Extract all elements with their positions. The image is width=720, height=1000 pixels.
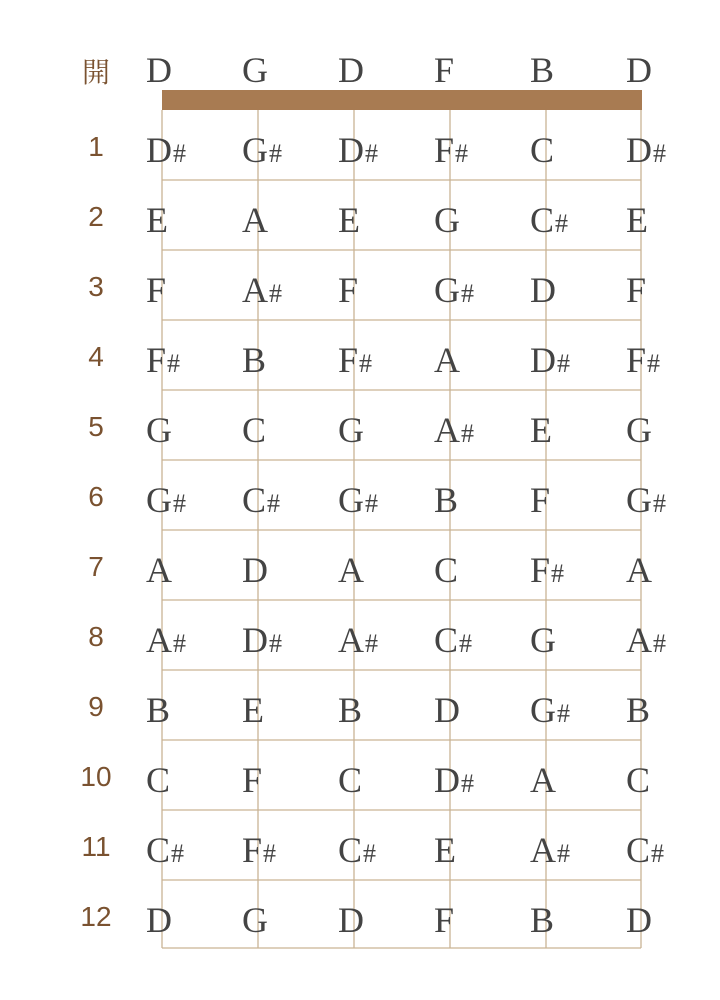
fret-8-note: C# [434, 620, 473, 660]
fret-10-note: C [338, 760, 363, 800]
open-string-note: F [434, 50, 455, 90]
fret-2-note: E [626, 200, 648, 240]
fret-11-note: C# [338, 830, 377, 870]
fret-7-note: D [242, 550, 268, 590]
fret-number-label: 4 [88, 341, 104, 372]
fret-4-note: D# [530, 340, 570, 380]
open-string-note: G [242, 50, 268, 90]
fret-10-note: A [530, 760, 556, 800]
fret-8-note: D# [242, 620, 282, 660]
fret-number-label: 5 [88, 411, 104, 442]
fret-12-note: D [338, 900, 364, 940]
fret-5-note: A# [434, 410, 474, 450]
open-string-label: 開 [81, 57, 111, 88]
fret-3-note: F [626, 270, 647, 310]
fret-6-note: G# [626, 480, 666, 520]
fret-9-note: B [338, 690, 363, 730]
open-string-note: D [626, 50, 652, 90]
fret-number-label: 12 [80, 901, 112, 932]
fret-8-note: A# [626, 620, 666, 660]
fret-8-note: A# [146, 620, 186, 660]
fret-3-note: F [338, 270, 359, 310]
fret-12-note: D [626, 900, 652, 940]
fret-7-note: A [338, 550, 364, 590]
fret-8-note: G [530, 620, 556, 660]
fret-12-note: B [530, 900, 555, 940]
fret-labels [80, 57, 111, 932]
fret-1-note: F# [434, 130, 469, 170]
fret-1-note: C [530, 130, 555, 170]
fret-12-note: D [146, 900, 172, 940]
fret-11-note: A# [530, 830, 570, 870]
fret-5-note: G [146, 410, 172, 450]
fret-11-note: C# [146, 830, 185, 870]
fret-6-note: G# [338, 480, 378, 520]
fret-6-note: B [434, 480, 459, 520]
fret-7-note: F# [530, 550, 565, 590]
fret-3-note: G# [434, 270, 474, 310]
fret-number-label: 6 [88, 481, 104, 512]
fret-3-note: A# [242, 270, 282, 310]
fret-1-note: G# [242, 130, 282, 170]
fretboard-grid [162, 90, 642, 948]
fret-number-label: 9 [88, 691, 104, 722]
open-string-note: B [530, 50, 555, 90]
fret-7-note: A [626, 550, 652, 590]
nut-bar [162, 90, 642, 110]
fret-5-note: G [338, 410, 364, 450]
fret-9-note: D [434, 690, 460, 730]
fret-12-note: G [242, 900, 268, 940]
fret-9-note: E [242, 690, 264, 730]
fret-4-note: F# [626, 340, 661, 380]
note-names [146, 50, 666, 940]
fret-2-note: E [338, 200, 360, 240]
fret-number-label: 3 [88, 271, 104, 302]
fret-5-note: C [242, 410, 267, 450]
fret-2-note: A [242, 200, 268, 240]
fret-9-note: B [626, 690, 651, 730]
fret-4-note: A [434, 340, 460, 380]
fret-4-note: F# [146, 340, 181, 380]
fret-9-note: G# [530, 690, 570, 730]
fret-3-note: D [530, 270, 556, 310]
fret-1-note: D# [338, 130, 378, 170]
fret-8-note: A# [338, 620, 378, 660]
fret-5-note: G [626, 410, 652, 450]
fret-number-label: 2 [88, 201, 104, 232]
fret-6-note: F [530, 480, 551, 520]
fret-2-note: C# [530, 200, 569, 240]
fret-4-note: F# [338, 340, 373, 380]
fret-11-note: C# [626, 830, 665, 870]
open-string-note: D [338, 50, 364, 90]
fret-4-note: B [242, 340, 267, 380]
fret-12-note: F [434, 900, 455, 940]
fret-10-note: F [242, 760, 263, 800]
fret-9-note: B [146, 690, 171, 730]
fret-10-note: C [626, 760, 651, 800]
fret-10-note: D# [434, 760, 474, 800]
open-string-note: D [146, 50, 172, 90]
fret-6-note: C# [242, 480, 281, 520]
fret-number-label: 8 [88, 621, 104, 652]
fret-1-note: D# [146, 130, 186, 170]
fret-7-note: C [434, 550, 459, 590]
fret-11-note: E [434, 830, 456, 870]
fret-2-note: G [434, 200, 460, 240]
fret-number-label: 1 [88, 131, 104, 162]
fret-10-note: C [146, 760, 171, 800]
fret-1-note: D# [626, 130, 666, 170]
fret-number-label: 7 [88, 551, 104, 582]
fret-2-note: E [146, 200, 168, 240]
fret-7-note: A [146, 550, 172, 590]
fret-6-note: G# [146, 480, 186, 520]
fret-3-note: F [146, 270, 167, 310]
fret-5-note: E [530, 410, 552, 450]
fret-number-label: 10 [80, 761, 112, 792]
fret-11-note: F# [242, 830, 277, 870]
fret-number-label: 11 [81, 831, 111, 862]
